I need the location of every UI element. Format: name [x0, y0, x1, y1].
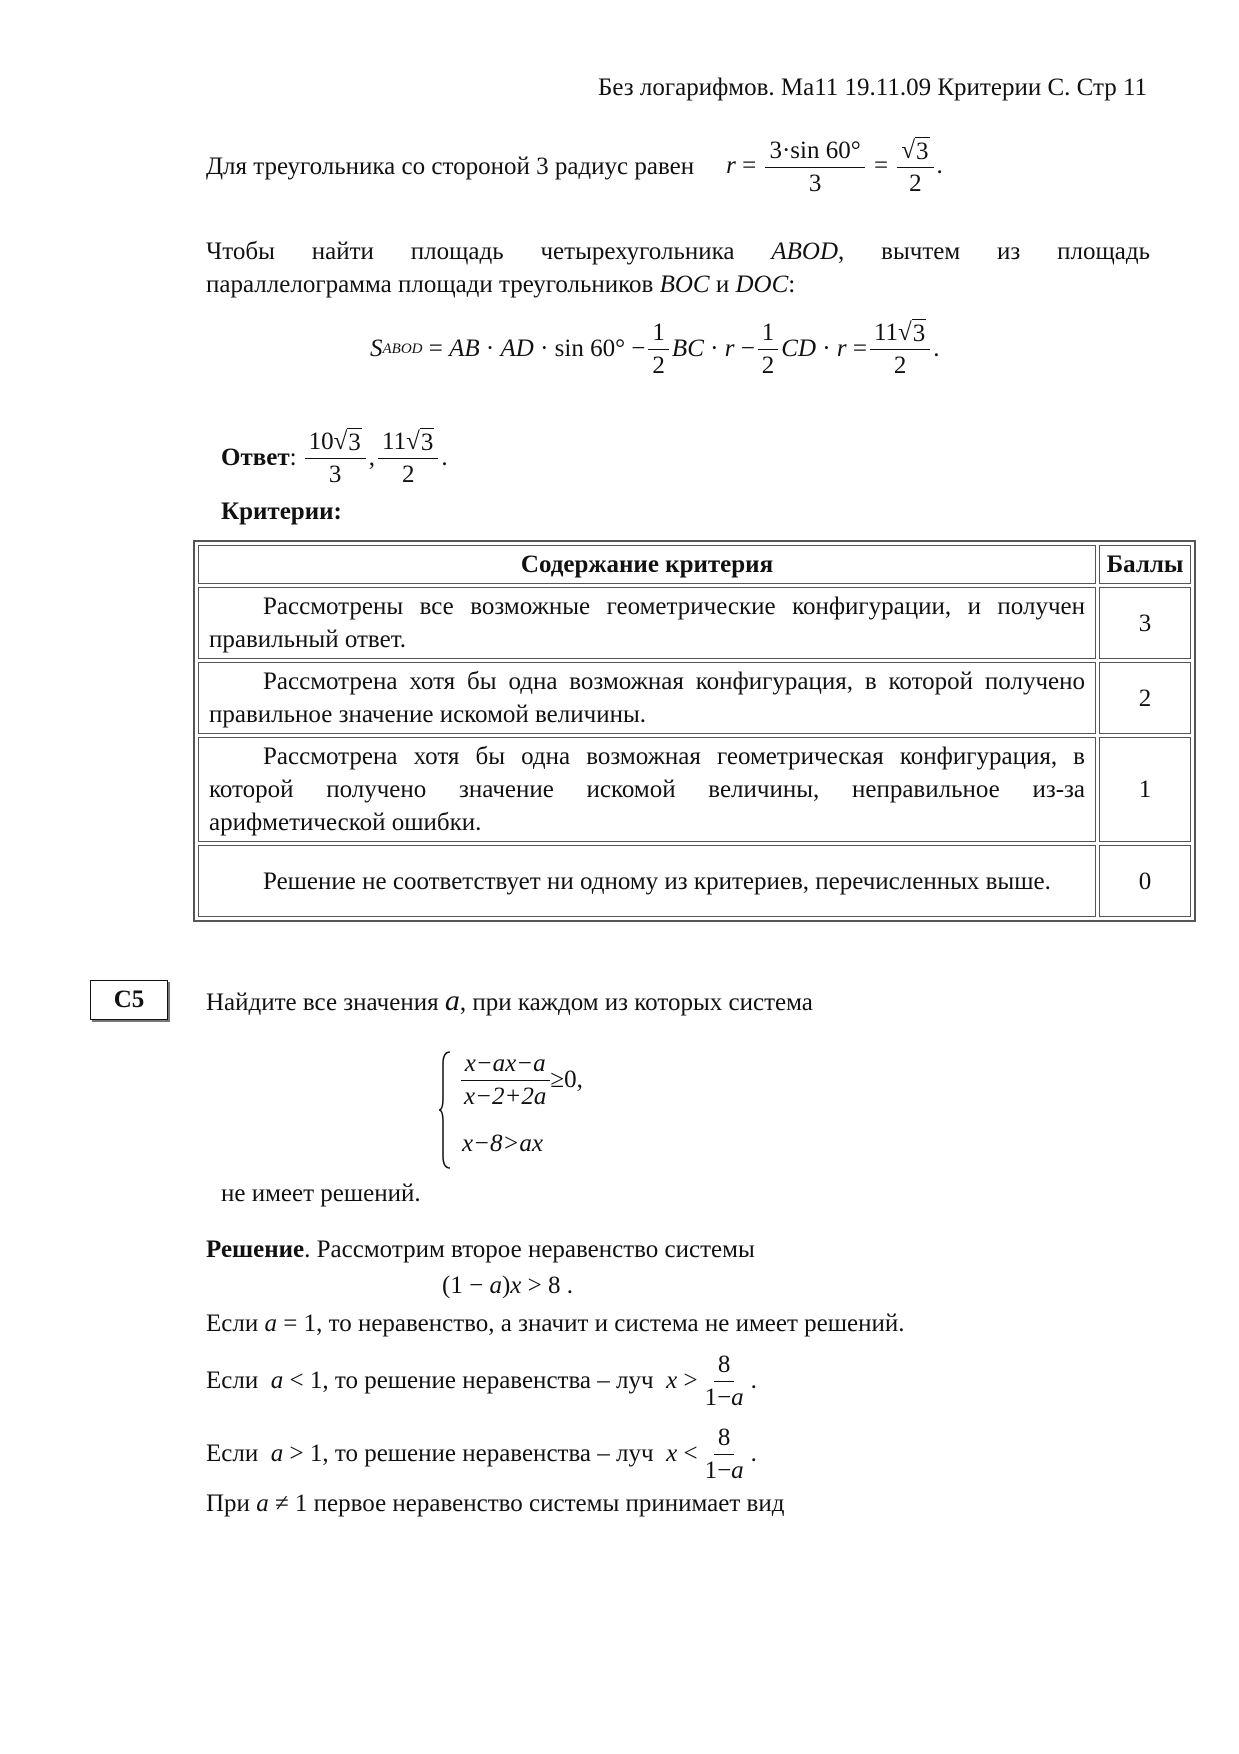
- if-word: Если: [206, 1367, 259, 1394]
- second-inequality: (1 − a)x > 8 .: [442, 1272, 573, 1299]
- task-label: C5: [113, 986, 145, 1013]
- page-header: Без логарифмов. Ма11 19.11.09 Критерии С. Стр 11: [598, 74, 1148, 101]
- tri1: BOC: [659, 271, 710, 298]
- area-text-1: Чтобы найти площадь четырехугольника: [206, 238, 735, 265]
- criterion-points: 0: [1099, 845, 1191, 917]
- ray-text: , то решение неравенства – луч: [322, 1440, 654, 1467]
- case-a-less-1: Если a < 1 , то решение неравенства – луч x > $\frac{8}{1-a}$ .: [206, 1351, 757, 1411]
- criteria-table: [193, 540, 1196, 922]
- answer-label: Ответ: [221, 444, 290, 471]
- case-a1-text: , то неравенство, а значит и система не имеет решений.: [316, 1310, 905, 1337]
- criterion-text: Рассмотрена хотя бы одна возможная геометрическая конфигурация, в которой получено значение искомой величины, неправильное из-за арифметической ошибки.: [209, 743, 1085, 836]
- solution-label: Решение: [206, 1236, 305, 1263]
- case-a-equals-1: Если a = 1, то неравенство, а значит и система не имеет решений.: [206, 1310, 905, 1337]
- criterion-text: Рассмотрены все возможные геометрические конфигурации, и получен правильный ответ.: [209, 593, 1085, 653]
- if-word: Если: [206, 1440, 259, 1467]
- area-paragraph-line1: [206, 238, 1150, 266]
- last-text-2: первое неравенство системы принимает вид: [313, 1490, 785, 1517]
- task-var: a: [444, 984, 460, 1017]
- radius-text: Для треугольника со стороной 3 радиус равен: [206, 153, 695, 180]
- header-points: Баллы: [1099, 545, 1191, 584]
- area-formula: S ABOD = AB · AD · sin 60° − $\frac{1}{2}$ BC · r − $\frac{1}{2}$ CD · r = 11 √ 3 2 .: [370, 318, 940, 379]
- case-a-greater-1: Если a > 1 , то решение неравенства – луч x < $\frac{8}{1-a}$ .: [206, 1424, 757, 1484]
- criterion-points: 2: [1099, 662, 1191, 734]
- last-text-1: При: [206, 1490, 250, 1517]
- area-var: ABOD: [771, 238, 839, 265]
- no-solutions-text: не имеет решений.: [221, 1180, 421, 1207]
- table-row: [198, 662, 1191, 734]
- area-text-3: параллелограмма площади треугольников: [206, 271, 654, 298]
- header-content: Содержание критерия: [198, 545, 1096, 584]
- area-paragraph-line2: параллелограмма площади треугольников BOC и DOC:: [206, 271, 796, 298]
- table-header-row: [198, 545, 1191, 584]
- tri2: DOC: [735, 271, 789, 298]
- if-word: Если: [206, 1310, 259, 1337]
- solution-intro-text: . Рассмотрим второе неравенство системы: [304, 1236, 755, 1263]
- criterion-points: 3: [1099, 587, 1191, 659]
- task-label-box: [90, 980, 168, 1020]
- criterion-text: Рассмотрена хотя бы одна возможная конфигурация, в которой получено правильное значение искомой величины.: [209, 668, 1085, 728]
- area-text-2: , вычтем из площадь: [838, 238, 1151, 265]
- task-statement: [206, 984, 813, 1018]
- radius-formula: r = $\frac{3\cdot\sin 60^\circ}{3}$ = √ 3 2 .: [726, 136, 943, 197]
- task-text-2: , при каждом из которых система: [459, 989, 813, 1016]
- table-row: [198, 845, 1191, 917]
- last-line: При a ≠ 1 первое неравенство системы принимает вид: [206, 1490, 785, 1517]
- table-row: [198, 587, 1191, 659]
- task-text-1: Найдите все значения: [206, 989, 439, 1016]
- radius-statement: [206, 130, 943, 204]
- criterion-points: 1: [1099, 737, 1191, 842]
- solution-intro: [206, 1236, 755, 1264]
- criterion-text: Решение не соответствует ни одному из критериев, перечисленных выше.: [263, 867, 1051, 895]
- criteria-label: Критерии:: [221, 498, 342, 525]
- answer: Ответ : 10 √ 3 3 , 11 √ 3 2 .: [221, 427, 448, 488]
- ray-text: , то решение неравенства – луч: [322, 1367, 654, 1394]
- table-row: [198, 737, 1191, 842]
- and-word: и: [715, 271, 730, 298]
- system-brace: [438, 1050, 452, 1170]
